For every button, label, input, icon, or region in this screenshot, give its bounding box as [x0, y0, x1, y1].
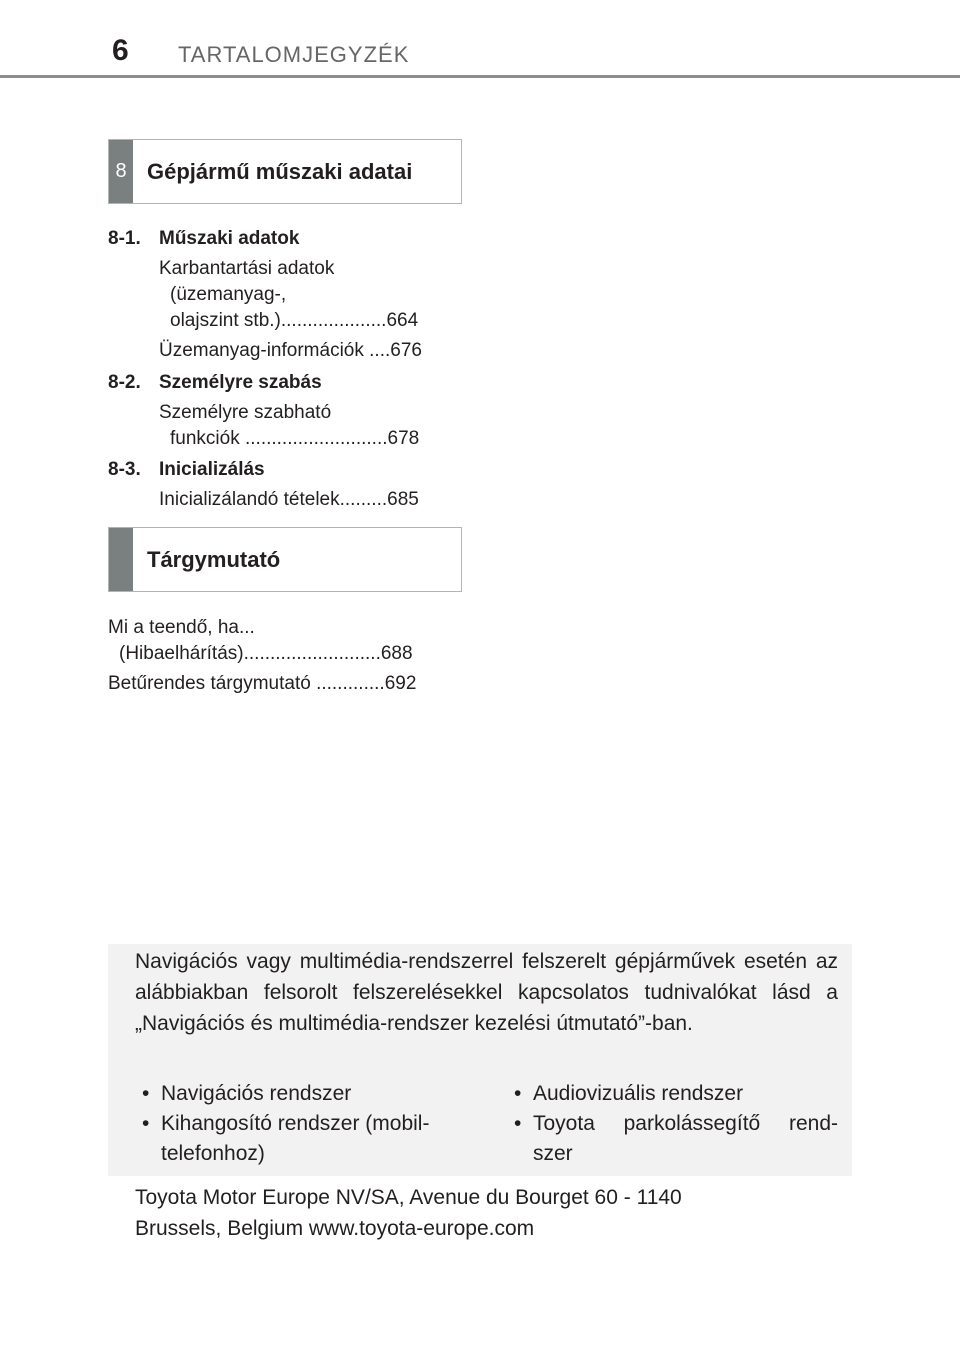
bullet-icon: •	[142, 1112, 150, 1135]
section-8-tab: 8	[109, 140, 133, 203]
toc-entry[interactable]: Mi a teendő, ha...	[108, 617, 255, 638]
index-tab	[109, 528, 133, 591]
toc-chapter-title[interactable]: Műszaki adatok	[159, 228, 300, 249]
bullet-icon: •	[514, 1112, 522, 1135]
publisher-address-line: Brussels, Belgium www.toyota-europe.com	[135, 1217, 535, 1240]
toc-chapter-number: 8-3.	[108, 459, 141, 480]
publisher-address-line: Toyota Motor Europe NV/SA, Avenue du Bourget 60 - 1140	[135, 1186, 682, 1209]
section-8-title: Gépjármű műszaki adatai	[147, 159, 413, 184]
list-item	[142, 1078, 352, 1109]
toc-chapter-title[interactable]: Személyre szabás	[159, 372, 322, 393]
bullet-icon: •	[514, 1082, 522, 1105]
section-8-heading	[108, 139, 462, 204]
index-title: Tárgymutató	[147, 547, 281, 572]
list-item-text: Navigációs rendszer	[161, 1082, 352, 1105]
toc-entry[interactable]: Betűrendes tárgymutató .............692	[108, 673, 417, 694]
toc-entry[interactable]: Karbantartási adatok	[159, 258, 335, 279]
toc-chapter-number: 8-2.	[108, 372, 141, 393]
toc-entry[interactable]: Inicializálandó tételek.........685	[159, 489, 419, 510]
list-item-text: Audiovizuális rendszer	[533, 1082, 744, 1105]
list-item	[514, 1108, 838, 1139]
toc-chapter-title[interactable]: Inicializálás	[159, 459, 265, 480]
toc-entry-continuation[interactable]: (üzemanyag-,	[170, 284, 287, 305]
list-item-continuation: telefonhoz)	[161, 1142, 265, 1165]
page-title: TARTALOMJEGYZÉK	[178, 42, 410, 67]
list-item-continuation: szer	[533, 1142, 573, 1165]
toc-entry[interactable]: Üzemanyag-információk ....676	[159, 340, 422, 361]
list-item	[142, 1108, 430, 1139]
toc-entry-continuation[interactable]: funkciók ...........................678	[170, 428, 420, 449]
toc-chapter-number: 8-1.	[108, 228, 141, 249]
toc-entry[interactable]: Személyre szabható	[159, 402, 332, 423]
list-item-text: Toyota parkolássegítő rend-	[533, 1112, 838, 1135]
toc-entry-continuation[interactable]: (Hibaelhárítás)..........................688	[119, 643, 413, 664]
list-item-text: Kihangosító rendszer (mobil-	[161, 1112, 430, 1135]
page-number: 6	[112, 34, 129, 67]
header-divider	[0, 75, 960, 78]
toc-entry-continuation[interactable]: olajszint stb.)....................664	[170, 310, 419, 331]
publisher-address	[135, 1182, 682, 1244]
note-text: Navigációs vagy multimédia-rendszerrel felszerelt gépjárművek esetén az alábbiakban felsorolt felszerelésekkel kapcsolatos tudnivalókat lásd a „Navigációs és multimédia-rendszer kezelési útmutató”-ban.	[135, 950, 838, 1035]
list-item	[514, 1078, 744, 1109]
index-heading	[108, 527, 462, 592]
bullet-icon: •	[142, 1082, 150, 1105]
